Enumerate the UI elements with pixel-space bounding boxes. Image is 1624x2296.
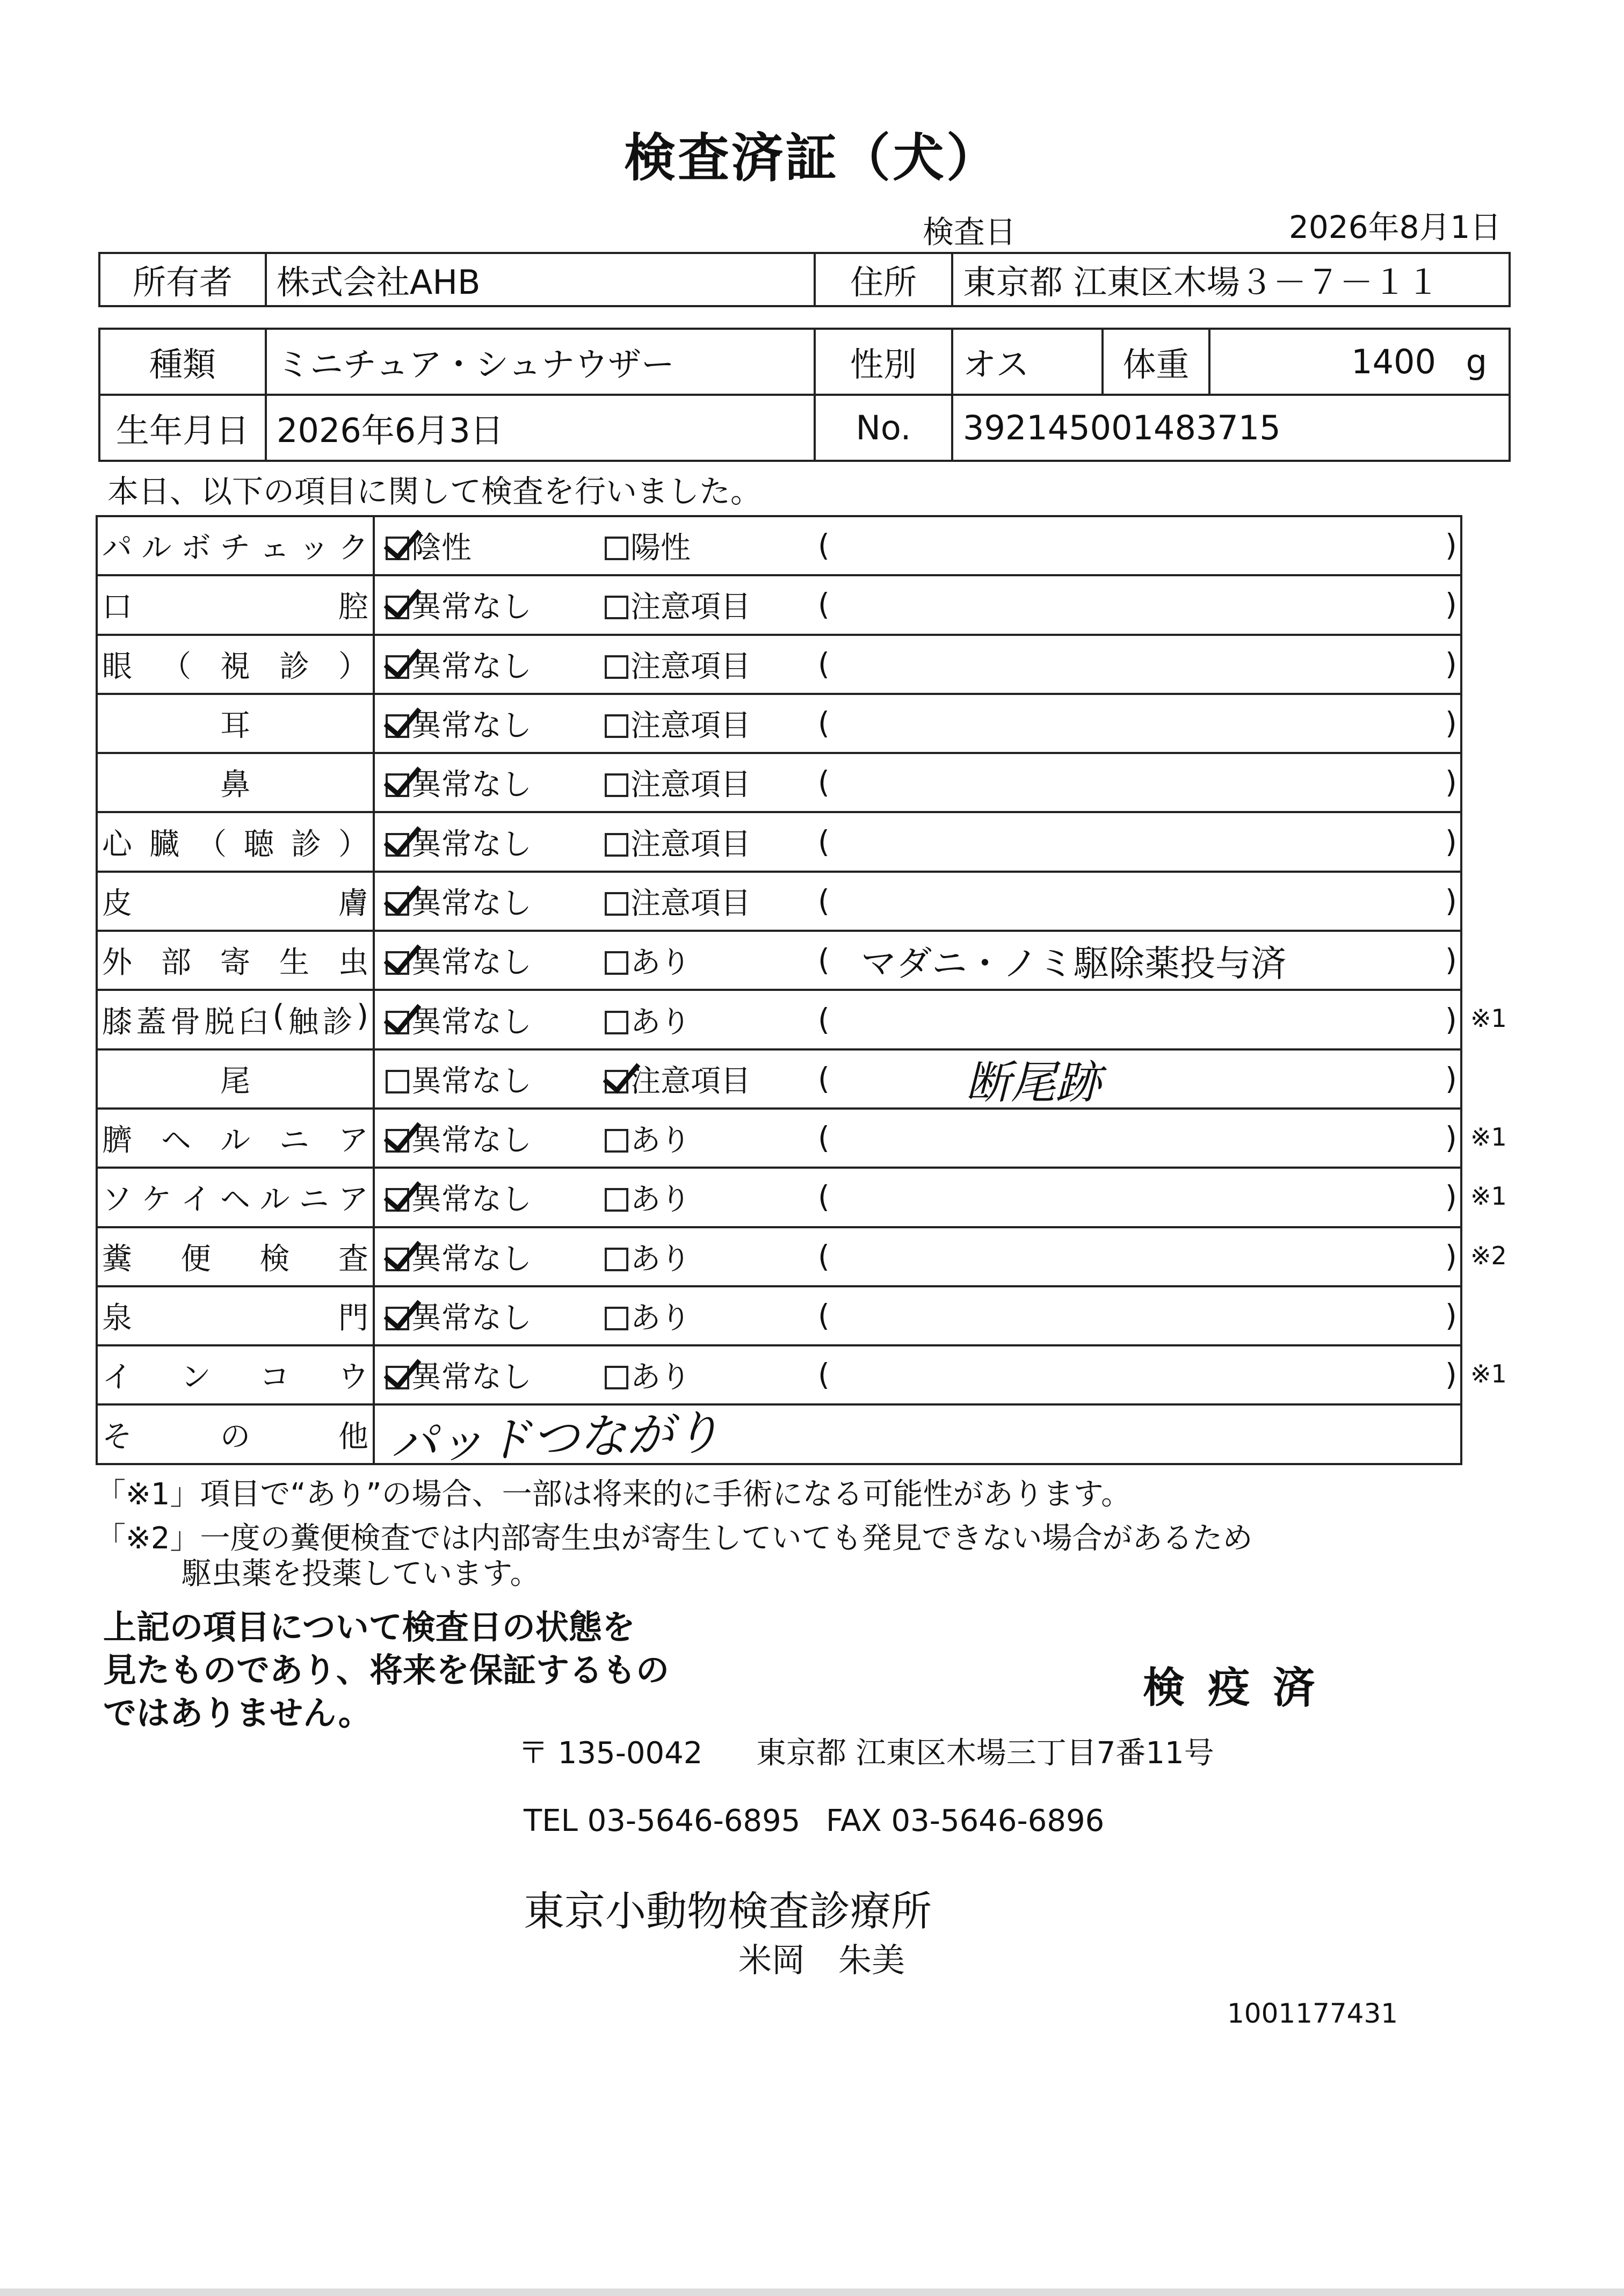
paren-close: ) [1445, 1179, 1457, 1215]
check-row [97, 516, 1461, 575]
option-abnormal[interactable]: 注意項目 [605, 583, 751, 626]
footnote-2-cont: 駆虫薬を投薬しています。 [182, 1556, 540, 1591]
item-name: そ の 他 [102, 1419, 368, 1454]
checkbox-icon[interactable] [386, 1307, 409, 1330]
paren-close: ) [1445, 883, 1457, 919]
footnote-1: 「※1」項目で“あり”の場合、一部は将来的に手術になる可能性があります。 [96, 1477, 1132, 1512]
item-options-cell [374, 931, 1461, 990]
footnote-2: 「※2」一度の糞便検査では内部寄生虫が寄生していても発見できない場合があるため [96, 1521, 1253, 1556]
check-row [97, 990, 1461, 1049]
item-name-cell [97, 931, 374, 990]
item-name-cell [97, 990, 374, 1049]
handwritten-note: パッドつながり [389, 1404, 722, 1472]
checkbox-icon[interactable] [386, 951, 409, 975]
paren-open: ( [818, 883, 830, 919]
pet-info-table [98, 328, 1511, 462]
option-normal[interactable]: 異常なし [386, 1117, 532, 1160]
owner-table [98, 252, 1511, 307]
option-abnormal[interactable]: 注意項目 [605, 880, 751, 923]
item-name-cell [97, 1168, 374, 1227]
check-row [97, 753, 1461, 812]
item-name: 臍 ヘ ル ニ ア [102, 1123, 368, 1158]
option-abnormal[interactable]: あり [605, 939, 691, 982]
reference-mark: ※1 [1470, 1004, 1507, 1033]
check-row [97, 694, 1461, 753]
option-abnormal[interactable]: 注意項目 [605, 643, 751, 686]
checkbox-icon[interactable] [605, 1070, 628, 1093]
checkbox-icon[interactable] [386, 1070, 409, 1093]
check-row [97, 1049, 1461, 1109]
owner-label: 所有者 [99, 253, 266, 306]
item-name-cell [97, 694, 374, 753]
item-name: 尾 [220, 1063, 250, 1099]
checkbox-icon[interactable] [386, 655, 409, 679]
document-title: 検査済証（犬） [624, 128, 1000, 188]
handwritten-note: 断尾跡 [966, 1056, 1101, 1109]
checkbox-icon[interactable] [386, 1248, 409, 1271]
item-name-cell [97, 872, 374, 931]
check-row [97, 635, 1461, 694]
item-name: 糞 便 検 査 [102, 1241, 368, 1277]
option-normal[interactable]: 異常なし [386, 1058, 532, 1100]
option-normal[interactable]: 異常なし [386, 583, 532, 626]
item-options-cell [374, 1049, 1461, 1109]
paren-open: ( [818, 1002, 830, 1038]
option-normal[interactable]: 異常なし [386, 939, 532, 982]
item-options-cell [374, 635, 1461, 694]
option-normal[interactable]: 異常なし [386, 1176, 532, 1219]
paren-open: ( [818, 765, 830, 800]
option-abnormal[interactable]: あり [605, 1294, 691, 1337]
item-options-cell [374, 1109, 1461, 1168]
option-abnormal[interactable]: あり [605, 1235, 691, 1278]
clinic-address: 東京都 江東区木場三丁目7番11号 [756, 1736, 1214, 1771]
document-id: 1001177431 [1227, 1998, 1398, 2029]
option-abnormal[interactable]: 注意項目 [605, 821, 751, 864]
checkbox-icon[interactable] [605, 1188, 628, 1212]
item-name-cell [97, 1227, 374, 1286]
weight-label: 体重 [1103, 329, 1209, 395]
paren-close: ) [1445, 1298, 1457, 1334]
birth-value: 2026年6月3日 [266, 395, 815, 461]
address-label: 住所 [815, 253, 952, 306]
sex-value: オス [952, 329, 1103, 395]
reference-mark: ※1 [1470, 1359, 1507, 1389]
item-name: 膝 蓋 骨 脱 臼 ( 触 診 ) [102, 998, 368, 1040]
checkbox-icon[interactable] [386, 537, 409, 560]
paren-close: ) [1445, 1357, 1457, 1393]
option-normal[interactable]: 異常なし [386, 1294, 532, 1337]
item-name: 心 臓 （ 聴 診 ） [102, 827, 368, 862]
number-label: No. [815, 395, 952, 461]
paren-open: ( [818, 943, 830, 978]
option-abnormal[interactable]: 注意項目 [605, 761, 751, 804]
check-row [97, 931, 1461, 990]
option-normal[interactable]: 陰性 [386, 524, 472, 567]
option-normal[interactable]: 異常なし [386, 702, 532, 745]
option-normal[interactable]: 異常なし [386, 821, 532, 864]
postal-code: 〒 135-0042 [518, 1736, 703, 1771]
check-row [97, 1345, 1461, 1404]
paren-open: ( [818, 528, 830, 563]
item-name: 鼻 [220, 767, 250, 803]
item-name-cell [97, 1404, 374, 1464]
paren-close: ) [1445, 647, 1457, 682]
paren-open: ( [818, 647, 830, 682]
checkbox-icon[interactable] [386, 833, 409, 857]
item-options-cell [374, 872, 1461, 931]
check-row [97, 1227, 1461, 1286]
item-name-cell [97, 1345, 374, 1404]
checkbox-icon[interactable] [605, 892, 628, 916]
item-name: ソ ケ イ ヘ ル ニ ア [102, 1182, 368, 1218]
paren-close: ) [1445, 824, 1457, 860]
paren-open: ( [818, 1298, 830, 1334]
option-normal[interactable]: 異常なし [386, 1353, 532, 1396]
reference-mark: ※2 [1470, 1241, 1507, 1270]
paren-close: ) [1445, 528, 1457, 563]
sex-label: 性別 [815, 329, 952, 395]
breed-value: ミニチュア・シュナウザー [266, 329, 815, 395]
option-normal[interactable]: 異常なし [386, 1235, 532, 1278]
checkbox-icon[interactable] [386, 596, 409, 619]
checkbox-icon[interactable] [605, 596, 628, 619]
option-normal[interactable]: 異常なし [386, 643, 532, 686]
quarantine-stamp: 検 疫 済 [1143, 1664, 1320, 1712]
item-name: 泉 門 [102, 1301, 368, 1336]
other-note-cell [374, 1404, 1461, 1472]
inspection-checklist [96, 515, 1462, 1472]
paren-open: ( [818, 1120, 830, 1156]
paren-open: ( [818, 1357, 830, 1393]
item-options-cell [374, 812, 1461, 871]
check-row [97, 1286, 1461, 1345]
number-value: 392145001483715 [952, 395, 1510, 461]
item-name-cell [97, 753, 374, 812]
paren-open: ( [818, 587, 830, 622]
address-value: 東京都 江東区木場３－７－１１ [952, 253, 1510, 306]
clinic-fax: FAX 03-5646-6896 [826, 1804, 1105, 1838]
item-name: イ ン コ ウ [102, 1360, 368, 1395]
item-name-cell [97, 1286, 374, 1345]
item-options-cell [374, 575, 1461, 634]
item-name-cell [97, 635, 374, 694]
option-abnormal[interactable]: 注意項目 [605, 1058, 751, 1100]
checkbox-icon[interactable] [605, 773, 628, 797]
paren-close: ) [1445, 587, 1457, 622]
option-abnormal[interactable]: あり [605, 998, 691, 1041]
checkbox-icon[interactable] [605, 1129, 628, 1153]
paren-close: ) [1445, 765, 1457, 800]
checkbox-icon[interactable] [605, 951, 628, 975]
weight-value: 1400 [1351, 342, 1436, 381]
item-name: 口 腔 [102, 590, 368, 625]
checkbox-icon[interactable] [605, 1011, 628, 1034]
notice-text: 本日、以下の項目に関して検査を行いました。 [107, 473, 762, 510]
item-name-cell [97, 1109, 374, 1168]
item-options-cell [374, 1345, 1461, 1404]
option-normal[interactable]: 異常なし [386, 880, 532, 923]
checkbox-icon[interactable] [605, 1248, 628, 1271]
option-abnormal[interactable]: 注意項目 [605, 702, 751, 745]
checkbox-icon[interactable] [605, 714, 628, 738]
item-options-cell [374, 753, 1461, 812]
item-name: 耳 [220, 708, 250, 744]
owner-value: 株式会社AHB [266, 253, 815, 306]
option-normal[interactable]: 異常なし [386, 761, 532, 804]
checkbox-icon[interactable] [386, 892, 409, 916]
checkbox-icon[interactable] [386, 1011, 409, 1034]
breed-label: 種類 [99, 329, 266, 395]
item-note: マダニ・ノミ駆除薬投与済 [861, 943, 1286, 984]
check-row [97, 872, 1461, 931]
item-name: 皮 膚 [102, 886, 368, 921]
paren-close: ) [1445, 706, 1457, 741]
paren-close: ) [1445, 1002, 1457, 1038]
option-normal[interactable]: 異常なし [386, 998, 532, 1041]
paren-open: ( [818, 824, 830, 860]
disclaimer-line-1: 上記の項目について検査日の状態を [103, 1607, 635, 1647]
option-abnormal[interactable]: あり [605, 1353, 691, 1396]
paren-close: ) [1445, 1239, 1457, 1274]
option-abnormal[interactable]: あり [605, 1117, 691, 1160]
option-abnormal[interactable]: 陽性 [605, 524, 691, 567]
checkbox-icon[interactable] [605, 537, 628, 560]
option-abnormal[interactable]: あり [605, 1176, 691, 1219]
paren-close: ) [1445, 1120, 1457, 1156]
paren-open: ( [818, 1179, 830, 1215]
inspection-date-label: 検査日 [923, 214, 1017, 250]
disclaimer-line-2: 見たものであり、将来を保証するもの [103, 1650, 670, 1690]
disclaimer-line-3: ではありません。 [103, 1693, 372, 1733]
checkbox-icon[interactable] [386, 1366, 409, 1389]
checkbox-icon[interactable] [386, 714, 409, 738]
check-row [97, 1168, 1461, 1227]
item-options-cell [374, 990, 1461, 1049]
reference-mark: ※1 [1470, 1182, 1507, 1211]
paren-close: ) [1445, 1061, 1457, 1097]
checkbox-icon[interactable] [605, 1366, 628, 1389]
check-row [97, 812, 1461, 871]
item-options-cell [374, 1286, 1461, 1345]
item-name: 外 部 寄 生 虫 [102, 945, 368, 981]
paren-open: ( [818, 1061, 830, 1097]
scan-edge [0, 2288, 1624, 2296]
item-name: パ ル ボ チ ェ ッ ク [102, 531, 368, 566]
checkbox-icon[interactable] [386, 1188, 409, 1212]
checkbox-icon[interactable] [605, 1307, 628, 1330]
vet-name: 米岡 朱美 [738, 1940, 905, 1980]
other-row [97, 1404, 1461, 1464]
item-name-cell [97, 812, 374, 871]
item-name-cell [97, 575, 374, 634]
weight-cell [1209, 329, 1510, 395]
clinic-name: 東京小動物検査診療所 [524, 1887, 932, 1935]
item-options-cell [374, 1227, 1461, 1286]
checkbox-icon[interactable] [605, 833, 628, 857]
weight-unit: g [1466, 342, 1487, 381]
item-options-cell [374, 1168, 1461, 1227]
checkbox-icon[interactable] [605, 655, 628, 679]
item-name-cell [97, 516, 374, 575]
check-row [97, 575, 1461, 634]
item-options-cell [374, 694, 1461, 753]
item-options-cell [374, 516, 1461, 575]
item-name: 眼 （ 視 診 ） [102, 649, 368, 684]
reference-mark: ※1 [1470, 1122, 1507, 1151]
birth-label: 生年月日 [99, 395, 266, 461]
clinic-tel: TEL 03-5646-6895 [524, 1804, 801, 1838]
checkbox-icon[interactable] [386, 1129, 409, 1153]
paren-close: ) [1445, 943, 1457, 978]
paren-open: ( [818, 1239, 830, 1274]
checkbox-icon[interactable] [386, 773, 409, 797]
paren-open: ( [818, 706, 830, 741]
inspection-date: 2026年8月1日 [1289, 209, 1502, 245]
item-name-cell [97, 1049, 374, 1109]
check-row [97, 1109, 1461, 1168]
